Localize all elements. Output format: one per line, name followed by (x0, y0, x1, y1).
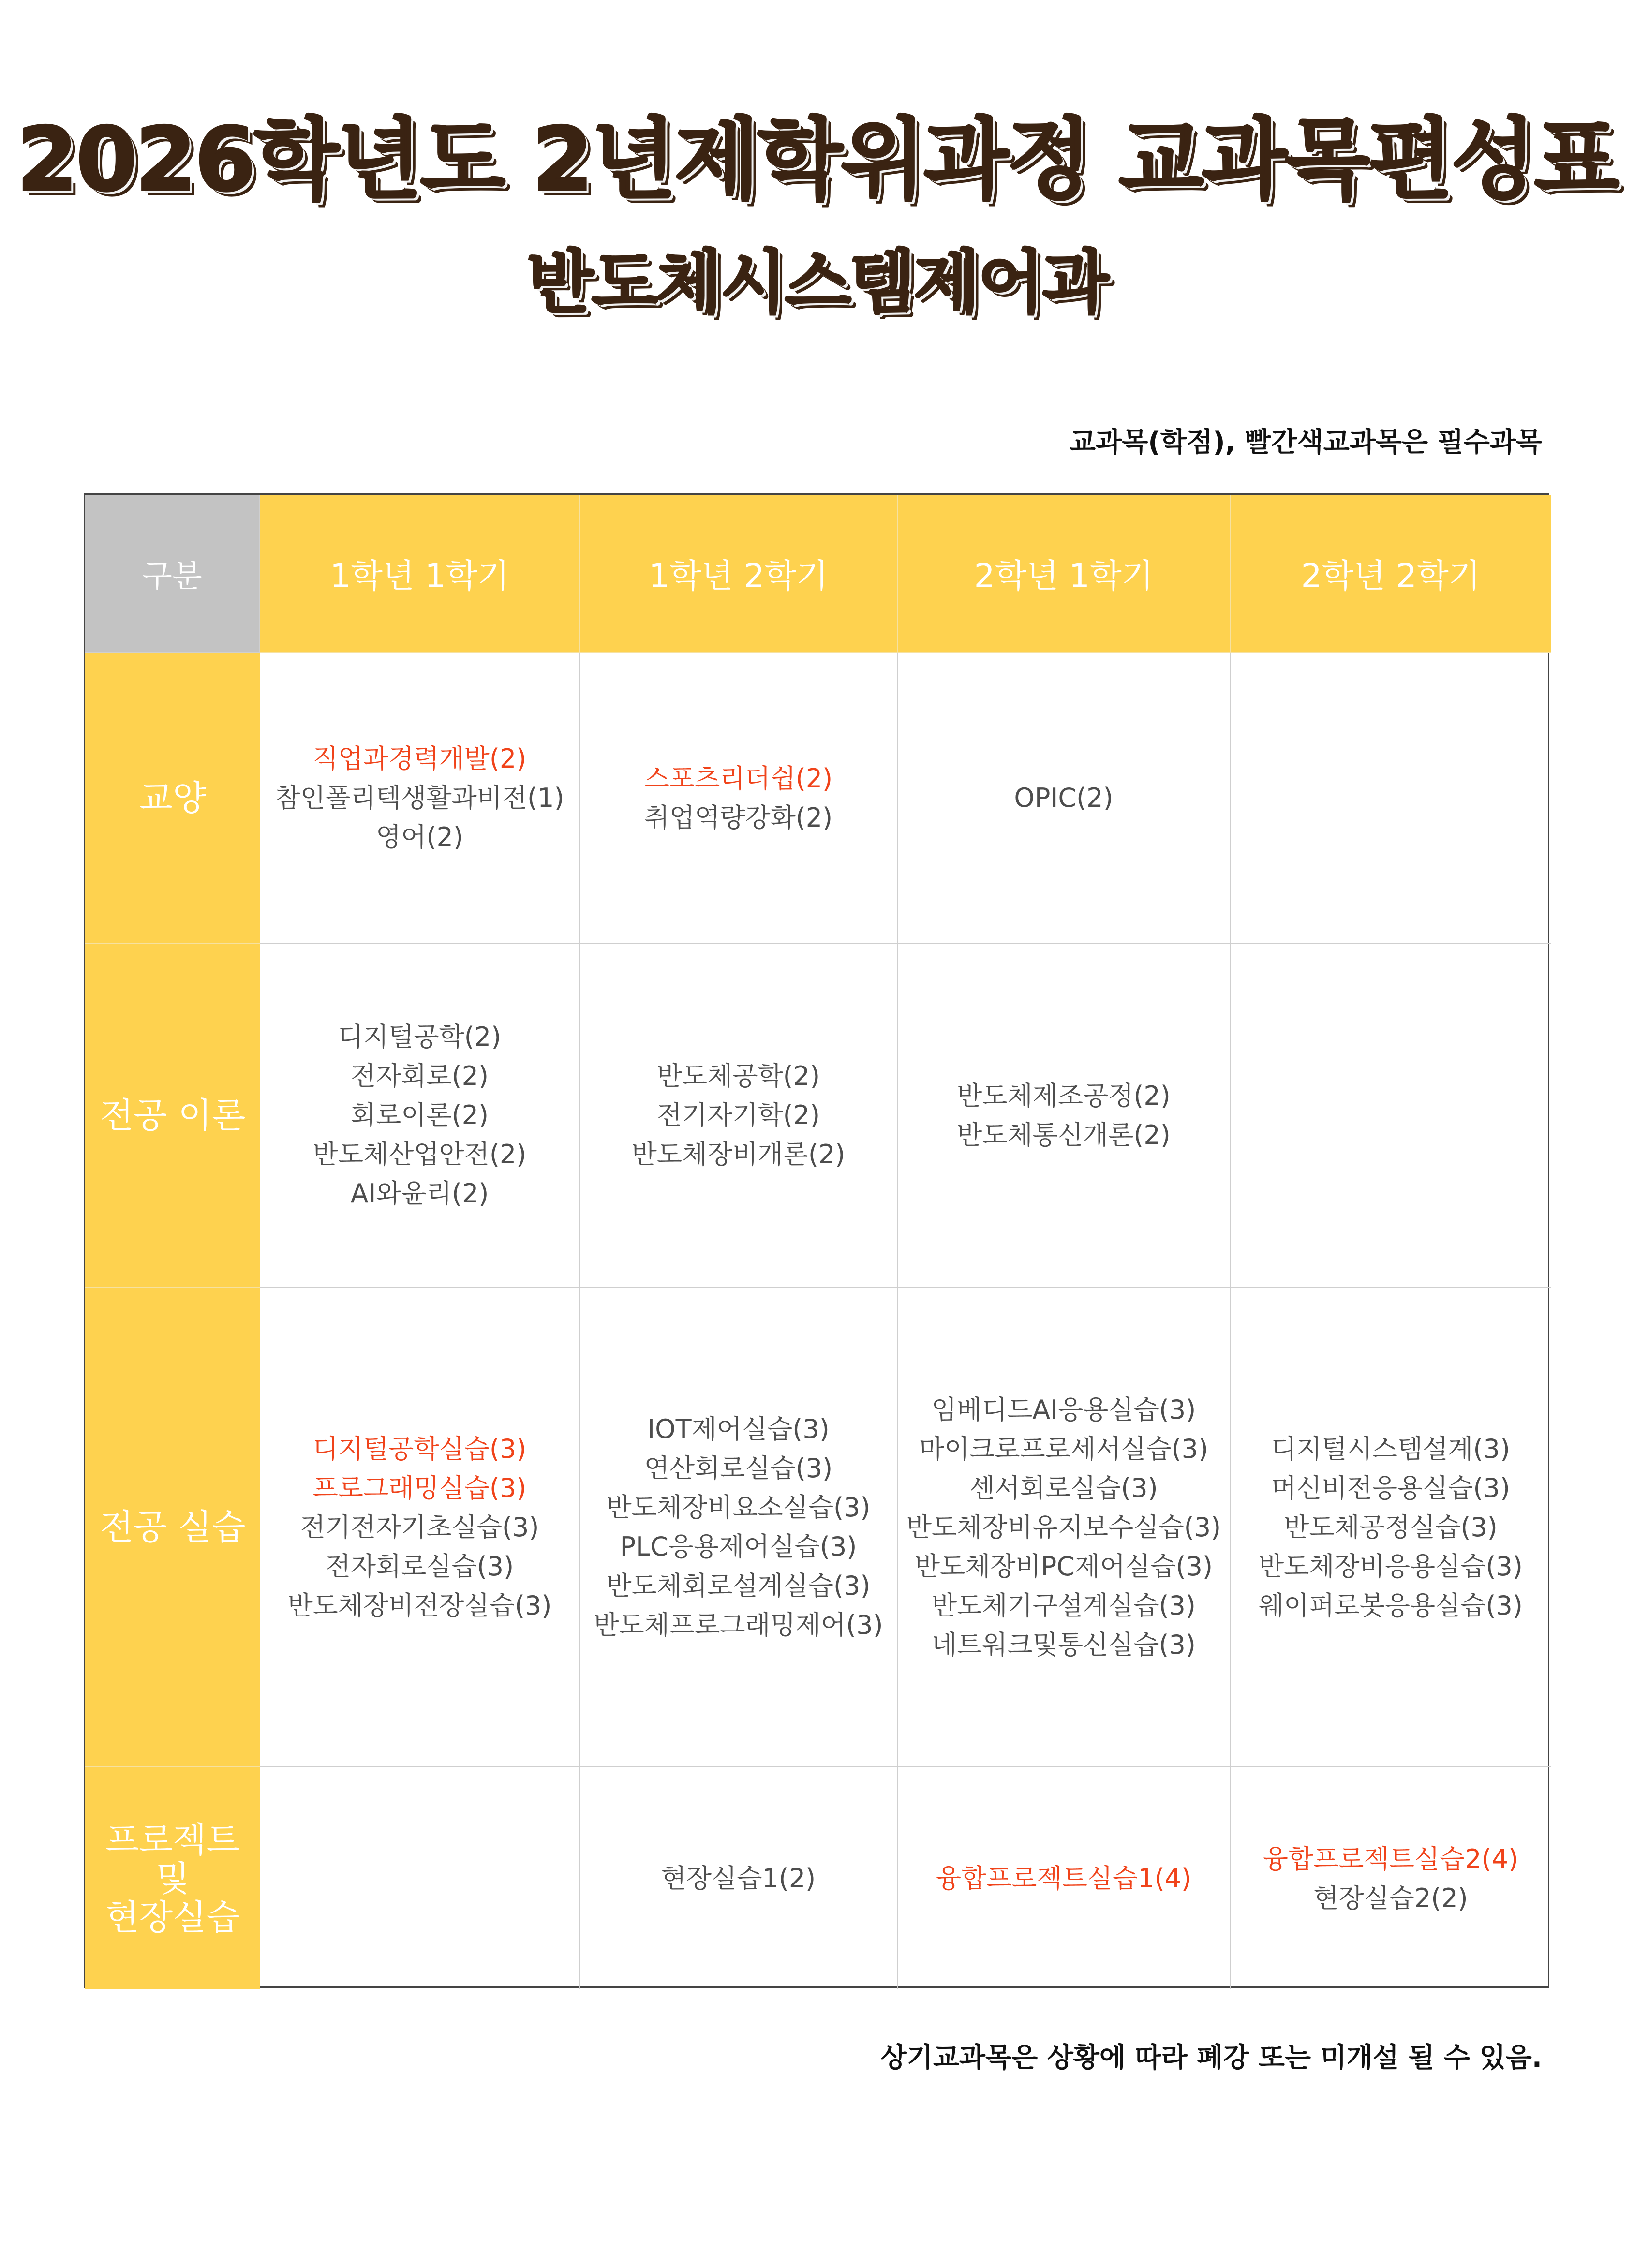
category-cell (85, 944, 260, 1288)
course-item: 임베디드AI응용실습(3) (931, 1394, 1196, 1425)
required-course: 직업과경력개발(2) (312, 743, 527, 774)
corner-header: 구분 (85, 495, 260, 653)
required-course: 융합프로젝트실습1(4) (936, 1863, 1192, 1894)
category-label: 프로젝트 (105, 1819, 240, 1860)
semester-header: 2학년 1학기 (898, 495, 1231, 653)
footer-note: 상기교과목은 상황에 따라 폐강 또는 미개설 될 수 있음. (880, 2042, 1542, 2074)
category-cell (85, 653, 260, 944)
semester-header: 2학년 2학기 (1231, 495, 1551, 653)
required-course: 디지털공학실습(3) (312, 1433, 527, 1464)
required-course: 스포츠리더쉽(2) (644, 763, 833, 794)
course-item: 반도체장비개론(2) (631, 1139, 846, 1170)
course-item: 디지털공학(2) (338, 1022, 502, 1052)
course-cell (260, 944, 580, 1288)
course-cell (1231, 653, 1551, 944)
category-cell (85, 1288, 260, 1767)
course-cell (260, 1767, 580, 1989)
course-item: 웨이퍼로봇응용실습(3) (1259, 1590, 1523, 1621)
course-item: 반도체프로그래밍제어(3) (594, 1610, 883, 1640)
page-title: 2026학년도 2년제학위과정 교과목편성표 (16, 108, 1618, 211)
course-item: 디지털시스템설계(3) (1271, 1433, 1510, 1464)
course-item: 반도체장비응용실습(3) (1259, 1551, 1523, 1582)
course-cell (580, 1288, 898, 1767)
course-item: PLC응용제어실습(3) (620, 1531, 857, 1562)
course-cell (260, 653, 580, 944)
course-item: 반도체장비유지보수실습(3) (906, 1512, 1221, 1542)
course-item: 회로이론(2) (350, 1100, 489, 1130)
course-item: 현장실습1(2) (661, 1863, 816, 1894)
course-item: 반도체산업안전(2) (312, 1139, 527, 1170)
legend-note: 교과목(학점), 빨간색교과목은 필수과목 (1070, 427, 1542, 458)
required-course: 프로그래밍실습(3) (312, 1472, 527, 1503)
course-cell (260, 1288, 580, 1767)
course-item: 반도체장비PC제어실습(3) (914, 1551, 1213, 1582)
course-cell (580, 653, 898, 944)
course-item: 참인폴리텍생활과비전(1) (275, 783, 564, 813)
course-item: 영어(2) (376, 822, 463, 852)
course-item: IOT제어실습(3) (647, 1414, 830, 1444)
course-item: 전기전자기초실습(3) (300, 1512, 539, 1542)
course-item: 취업역량강화(2) (644, 802, 833, 833)
course-cell (898, 1767, 1231, 1989)
category-label: 현장실습 (105, 1897, 240, 1938)
course-item: 반도체장비전장실습(3) (287, 1590, 552, 1621)
course-cell (898, 1288, 1231, 1767)
course-item: 머신비전응용실습(3) (1271, 1472, 1510, 1503)
course-item: 반도체제조공정(2) (957, 1080, 1171, 1111)
course-cell (898, 944, 1231, 1288)
course-item: 네트워크및통신실습(3) (932, 1629, 1196, 1660)
course-item: 전기자기학(2) (656, 1100, 820, 1130)
curriculum-table (84, 493, 1549, 1988)
course-cell (1231, 944, 1551, 1288)
semester-header: 1학년 2학기 (580, 495, 898, 653)
course-item: 전자회로(2) (350, 1061, 489, 1091)
course-cell (1231, 1288, 1551, 1767)
course-item: 반도체기구설계실습(3) (932, 1590, 1196, 1621)
required-course: 융합프로젝트실습2(4) (1263, 1843, 1519, 1874)
course-item: 연산회로실습(3) (644, 1453, 833, 1483)
course-item: OPIC(2) (1014, 783, 1114, 813)
course-item: 마이크로프로세서실습(3) (919, 1433, 1209, 1464)
course-item: 반도체공학(2) (656, 1061, 820, 1091)
course-item: AI와윤리(2) (350, 1178, 489, 1209)
course-item: 반도체장비요소실습(3) (606, 1492, 871, 1523)
course-item: 반도체통신개론(2) (957, 1119, 1171, 1150)
course-item: 전자회로실습(3) (325, 1551, 514, 1582)
course-cell (898, 653, 1231, 944)
category-label: 및 (156, 1858, 190, 1899)
course-cell (1231, 1767, 1551, 1989)
category-label: 전공 이론 (100, 1095, 246, 1136)
course-item: 현장실습2(2) (1313, 1883, 1468, 1913)
course-cell (580, 944, 898, 1288)
category-cell (85, 1767, 260, 1989)
course-cell (580, 1767, 898, 1989)
course-item: 센서회로실습(3) (969, 1472, 1158, 1503)
course-item: 반도체공정실습(3) (1284, 1512, 1498, 1542)
course-item: 반도체회로설계실습(3) (606, 1571, 871, 1601)
category-label: 전공 실습 (100, 1507, 246, 1547)
department-title: 반도체시스템제어과 (527, 243, 1107, 323)
category-label: 교양 (139, 777, 207, 818)
semester-header: 1학년 1학기 (260, 495, 580, 653)
